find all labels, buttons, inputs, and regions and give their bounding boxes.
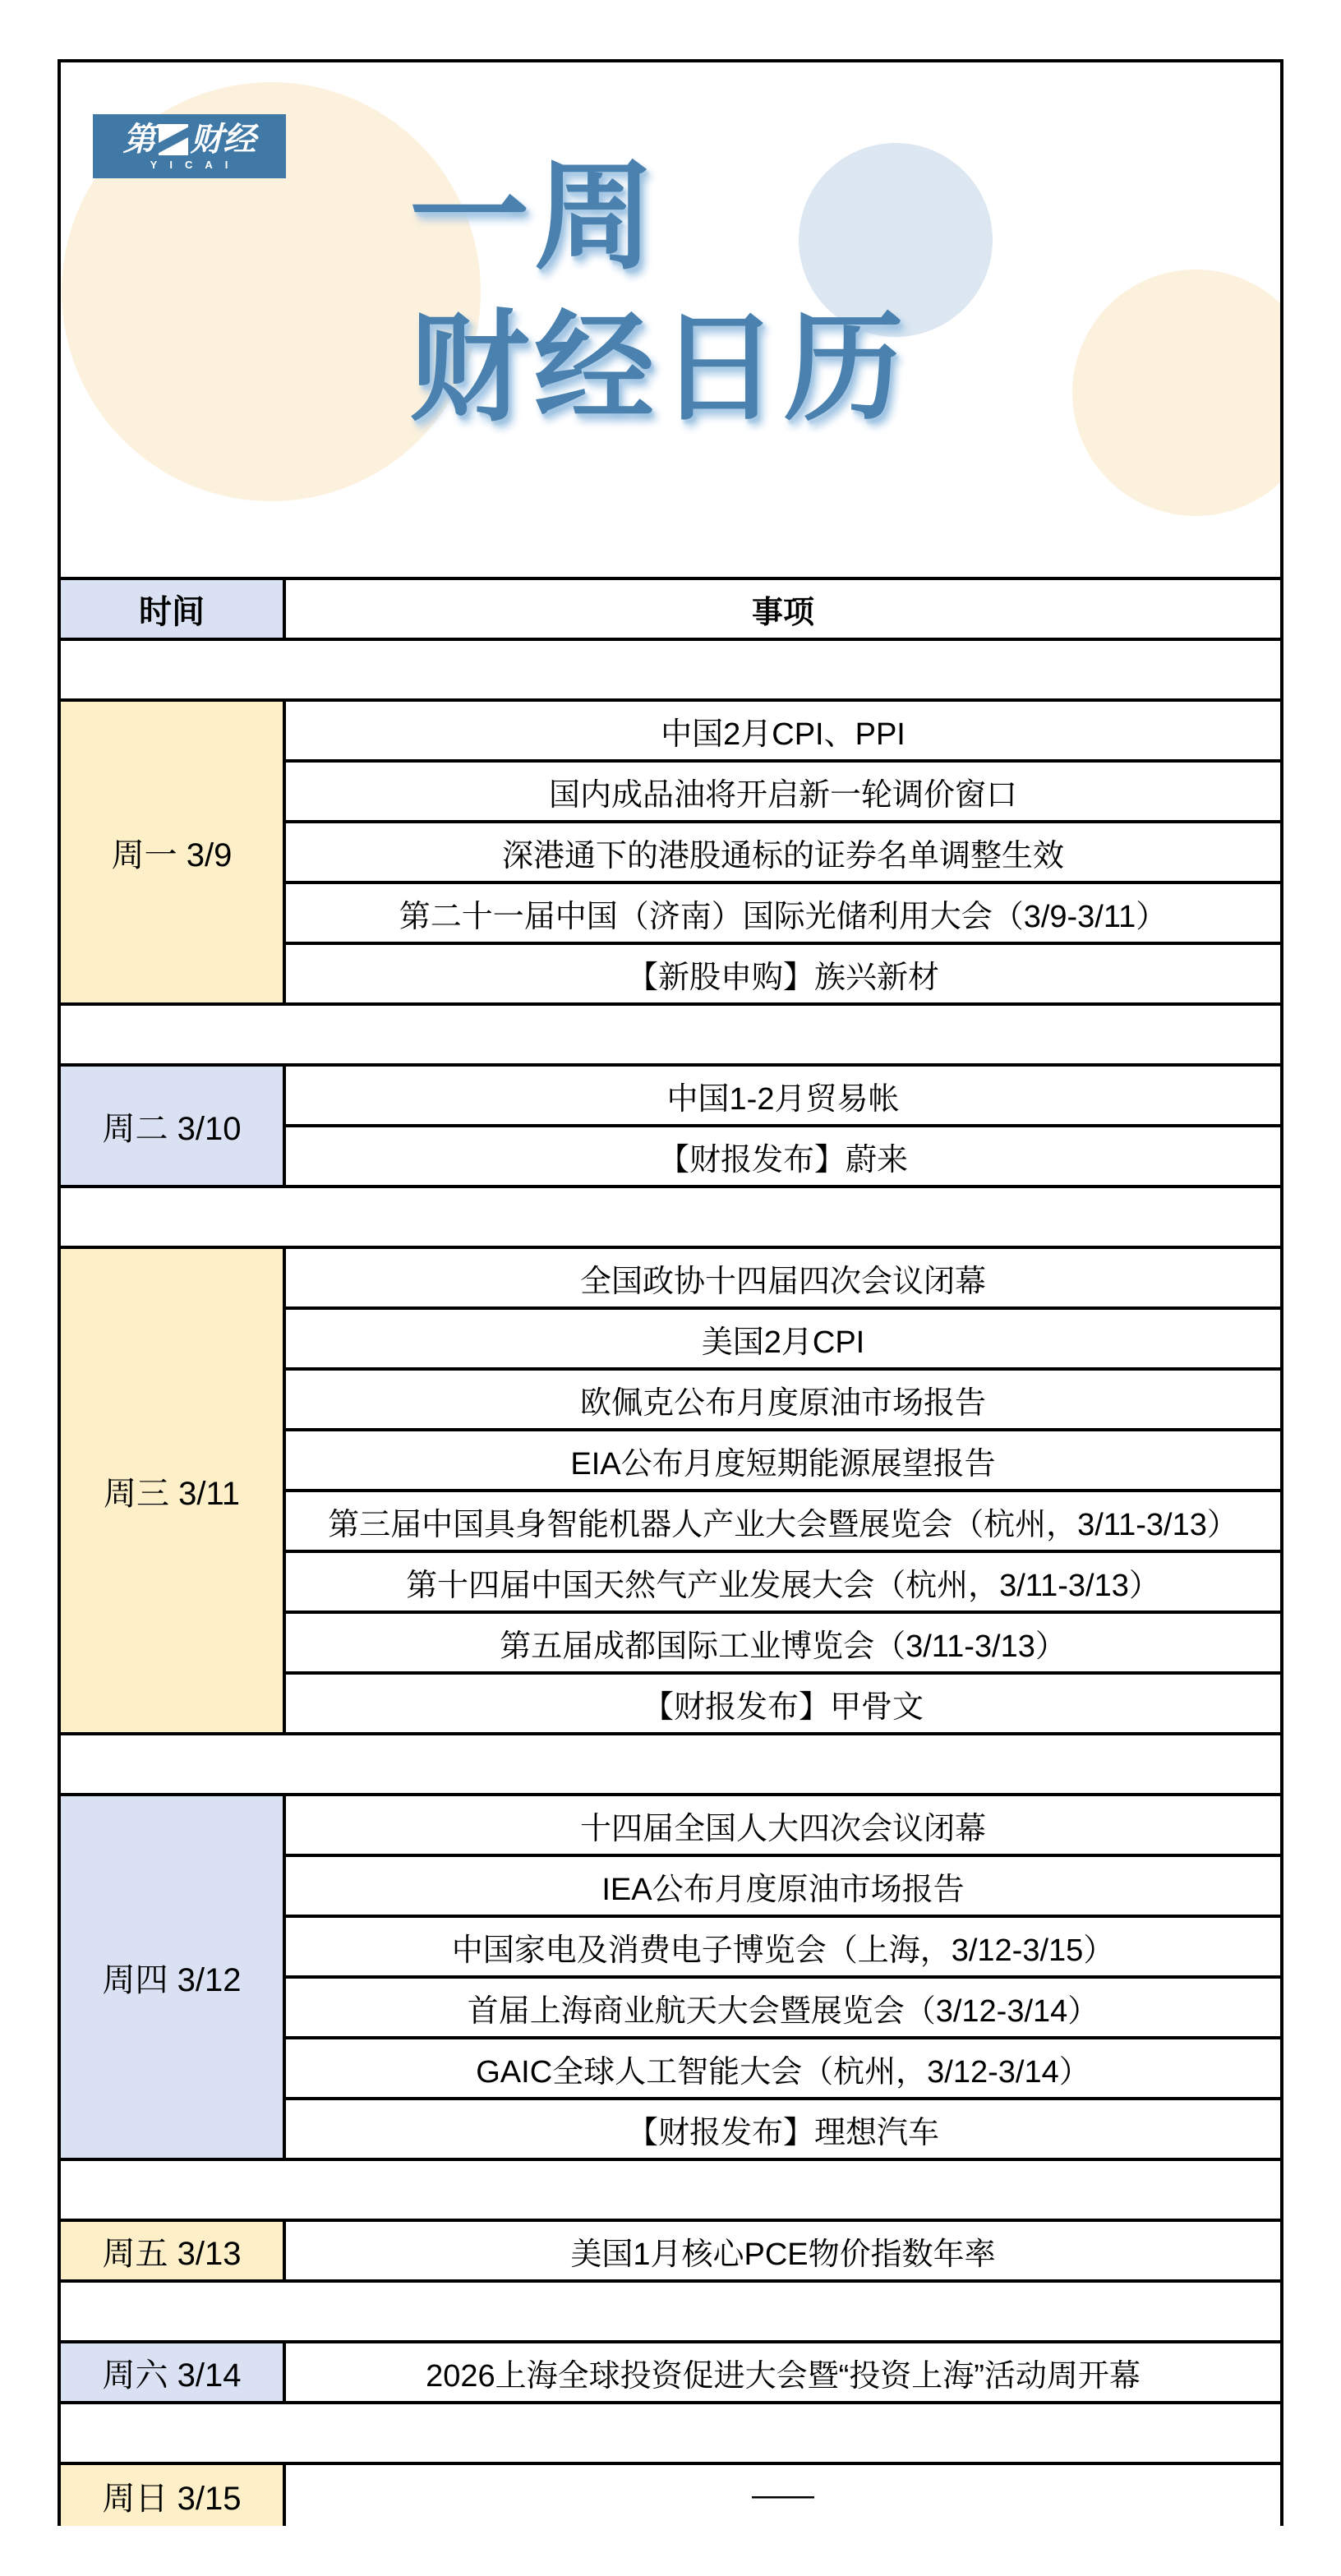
event-items — [286, 702, 1280, 1002]
event-items — [286, 1249, 1280, 1732]
day-cell: 周三 3/11 — [61, 1249, 286, 1732]
event-item: 深港通下的港股通标的证券名单调整生效 — [286, 823, 1280, 884]
event-items — [286, 1796, 1280, 2158]
day-cell: 周日 3/15 — [61, 2465, 286, 2526]
event-item: 中国1-2月贸易帐 — [286, 1067, 1280, 1127]
event-item: 2026上海全球投资促进大会暨“投资上海”活动周开幕 — [286, 2343, 1280, 2401]
masthead — [61, 62, 1280, 577]
table-header-row — [61, 580, 1280, 641]
calendar-card — [58, 59, 1283, 2526]
event-item: 国内成品油将开启新一轮调价窗口 — [286, 763, 1280, 823]
spacer-row — [61, 2404, 1280, 2465]
event-item: 全国政协十四届四次会议闭幕 — [286, 1249, 1280, 1310]
day-group — [61, 2343, 1280, 2404]
spacer-row — [61, 1188, 1280, 1249]
event-item: 【新股申购】族兴新材 — [286, 945, 1280, 1002]
event-item: 十四届全国人大四次会议闭幕 — [286, 1796, 1280, 1857]
event-item: 首届上海商业航天大会暨展览会（3/12-3/14） — [286, 1979, 1280, 2039]
event-item: 中国家电及消费电子博览会（上海，3/12-3/15） — [286, 1918, 1280, 1979]
day-group — [61, 2222, 1280, 2283]
logo-cn-prefix: 第 — [122, 121, 156, 158]
day-cell: 周五 3/13 — [61, 2222, 286, 2279]
day-group — [61, 1067, 1280, 1188]
event-item: EIA公布月度短期能源展望报告 — [286, 1431, 1280, 1492]
spacer-row — [61, 1006, 1280, 1067]
decor-circle-cream-right — [1072, 270, 1280, 516]
event-items — [286, 2222, 1280, 2279]
day-group — [61, 702, 1280, 1006]
spacer-row — [61, 641, 1280, 702]
day-group — [61, 2465, 1280, 2526]
spacer-row — [61, 2161, 1280, 2222]
page-title-line2: 财经日历 — [409, 301, 909, 435]
calendar-table — [61, 577, 1280, 2526]
event-item: 欧佩克公布月度原油市场报告 — [286, 1371, 1280, 1431]
yicai-logo-chinese — [123, 123, 256, 156]
day-cell: 周四 3/12 — [61, 1796, 286, 2158]
day-cell: 周六 3/14 — [61, 2343, 286, 2401]
event-item: —— — [286, 2465, 1280, 2526]
spacer-row — [61, 1735, 1280, 1796]
event-item: 第二十一届中国（济南）国际光储利用大会（3/9-3/11） — [286, 884, 1280, 945]
col-header-time: 时间 — [61, 580, 286, 638]
day-group — [61, 1249, 1280, 1735]
event-item: 【财报发布】理想汽车 — [286, 2100, 1280, 2158]
event-items — [286, 1067, 1280, 1185]
day-cell: 周二 3/10 — [61, 1067, 286, 1185]
event-item: 第三届中国具身智能机器人产业大会暨展览会（杭州，3/11-3/13） — [286, 1492, 1280, 1553]
yicai-one-mark-icon — [159, 124, 188, 155]
event-item: IEA公布月度原油市场报告 — [286, 1857, 1280, 1918]
event-item: 【财报发布】甲骨文 — [286, 1675, 1280, 1732]
day-groups — [61, 702, 1280, 2526]
day-cell: 周一 3/9 — [61, 702, 286, 1002]
event-item: GAIC全球人工智能大会（杭州，3/12-3/14） — [286, 2039, 1280, 2100]
event-items — [286, 2343, 1280, 2401]
logo-en-text: YICAI — [150, 158, 241, 171]
event-item: 美国2月CPI — [286, 1310, 1280, 1371]
event-item: 第十四届中国天然气产业发展大会（杭州，3/11-3/13） — [286, 1553, 1280, 1614]
event-item: 【财报发布】蔚来 — [286, 1127, 1280, 1185]
page-title — [409, 141, 909, 444]
event-items — [286, 2465, 1280, 2526]
page-title-line1: 一周 — [409, 150, 659, 283]
day-group — [61, 1796, 1280, 2161]
event-item: 中国2月CPI、PPI — [286, 702, 1280, 763]
col-header-item: 事项 — [286, 580, 1280, 641]
spacer-row — [61, 2283, 1280, 2343]
logo-cn-suffix: 财经 — [190, 121, 256, 158]
event-item: 第五届成都国际工业博览会（3/11-3/13） — [286, 1614, 1280, 1675]
event-item: 美国1月核心PCE物价指数年率 — [286, 2222, 1280, 2279]
yicai-logo — [93, 114, 286, 178]
